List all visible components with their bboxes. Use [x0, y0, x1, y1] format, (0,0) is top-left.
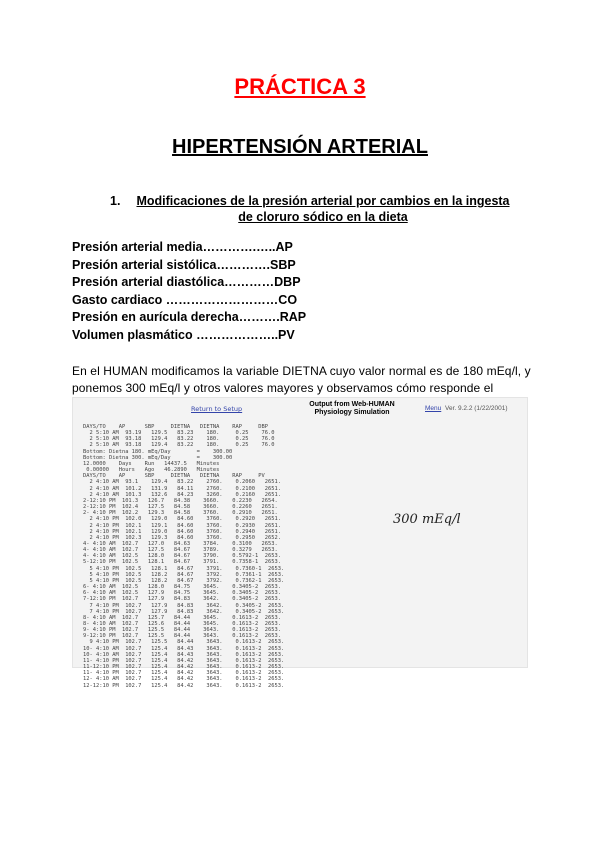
table-row: 2-12:10 PM 102.4 127.5 84.58 3660. 0.2260 2651. — [83, 504, 278, 511]
section-heading — [110, 193, 514, 225]
table-row: 7-12:10 PM 102.7 127.9 84.83 3642. 0.3405-2 2653. — [83, 596, 281, 603]
intro-paragraph: En el HUMAN modificamos la variable DIETNA cuyo valor normal es de 180 mEq/l, y ponemos 300 mEq/l y otros valores mayores y observamos cómo responde el — [72, 364, 531, 395]
return-to-setup-link: Return to Setup — [191, 405, 243, 413]
table-row: 2 5:10 AM 93.18 129.4 83.22 180. 0.25 76.0 — [83, 442, 275, 449]
table-row: 12- 4:10 AM 102.7 125.4 84.42 3643. 0.1613-2 2653. — [83, 676, 285, 683]
table-row: 0.00000 Hours Ago 46.2890 Minutes — [83, 467, 220, 474]
output-title: Output from Web-HUMAN Physiology Simulation — [309, 401, 395, 416]
simulation-output-table — [83, 424, 284, 689]
table-row: 7 4:10 PM 102.7 127.9 84.83 3642. 0.3405-2 2653. — [83, 602, 285, 609]
table-row: 9 4:10 PM 102.7 125.5 84.44 3643. 0.1613-2 2653. — [83, 639, 285, 646]
handwritten-note: 300 mEq/l — [393, 512, 461, 527]
table-row: 2 4:10 PM 102.3 129.3 84.60 3760. 0.2950 2652. — [83, 534, 281, 541]
table-row: 4- 4:10 AM 102.7 127.0 84.63 3784. 0.3100 2653. — [83, 540, 278, 547]
table-row: Bottom: Dietna 300. mEq/Day = 300.00 — [83, 454, 233, 461]
table-row: 5 4:10 PM 102.5 128.1 84.67 3791. 0.7360-1 2653. — [83, 565, 285, 572]
definition-dbp: Presión arterial diastólica…………DBP — [72, 275, 301, 289]
table-row: 11- 4:10 PM 102.7 125.4 84.42 3643. 0.1613-2 2653. — [83, 657, 285, 664]
table-row: 2 5:10 AM 93.18 129.4 83.22 180. 0.25 76.0 — [83, 436, 275, 443]
practice-title: PRÁCTICA 3 — [234, 74, 366, 99]
table-row: 2- 4:10 PM 102.2 129.3 84.58 3760. 0.2910 2651. — [83, 510, 278, 517]
table-row: 9-12:10 PM 102.7 125.5 84.44 3643. 0.1613-2 2653. — [83, 633, 281, 640]
definition-sbp: Presión arterial sistólica………….SBP — [72, 257, 296, 272]
definition-ap: Presión arterial media………….…..AP — [72, 240, 293, 254]
table-row: 2 4:10 PM 102.1 129.1 84.60 3760. 0.2930 2651. — [83, 522, 281, 529]
table-row: DAYS/TO AP SBP DIETNA DIETNA RAP DBP — [83, 424, 268, 430]
table-row: 11- 4:10 PM 102.7 125.4 84.42 3643. 0.1613-2 2653. — [83, 670, 285, 677]
table-row: 10- 4:10 AM 102.7 125.4 84.43 3643. 0.1613-2 2653. — [83, 651, 285, 658]
table-row: 4- 4:10 AM 102.5 128.0 84.67 3790. 0.5792-1 2653. — [83, 553, 281, 560]
table-row: 2 4:10 AM 101.2 131.9 84.11 2760. 0.2100 2651. — [83, 485, 281, 492]
table-row: 9- 4:10 PM 102.7 125.5 84.44 3643. 0.1613-2 2653. — [83, 627, 281, 634]
simulation-output-screenshot — [72, 397, 528, 689]
table-row: 4- 4:10 AM 102.7 127.5 84.67 3789. 0.3279 2653. — [83, 547, 278, 554]
table-row: Bottom: Dietna 180. mEq/Day = 300.00 — [83, 448, 233, 455]
table-row: 2 4:10 AM 101.3 132.6 84.23 3260. 0.2160 2651. — [83, 491, 281, 498]
version-label: Ver. 9.2.2 (1/22/2001) — [445, 405, 508, 412]
abbreviation-list — [72, 239, 306, 344]
table-row: 5 4:10 PM 102.5 128.2 84.67 3792. 0.7362-1 2653. — [83, 577, 285, 584]
table-row: 10- 4:10 AM 102.7 125.4 84.43 3643. 0.1613-2 2653. — [83, 645, 285, 652]
table-row: 2 4:10 AM 93.1 129.4 83.22 2760. 0.2060 2651. — [83, 479, 281, 486]
table-row: 12.0000 Days Run 14437.5 Minutes — [83, 460, 220, 467]
simulation-output-header — [73, 400, 527, 420]
table-row: 6- 4:10 AM 102.5 127.9 84.75 3645. 0.3405-2 2653. — [83, 590, 281, 597]
table-row: 11-12:10 PM 102.7 125.4 84.42 3643. 0.1613-2 2653. — [83, 664, 285, 671]
table-row: DAYS/TO AP SBP DIETNA DIETNA RAP PV — [83, 473, 265, 480]
table-row: 2 4:10 PM 102.1 129.0 84.60 3760. 0.2940 2651. — [83, 528, 281, 535]
table-row: 8- 4:10 AM 102.7 125.6 84.44 3645. 0.1613-2 2653. — [83, 621, 281, 627]
menu-link: Menu — [425, 405, 442, 412]
table-row: 8- 4:10 AM 102.7 125.7 84.44 3645. 0.1613-2 2653. — [83, 614, 281, 621]
definition-rap: Presión en aurícula derecha……….RAP — [72, 310, 307, 324]
table-row: 12-12:10 PM 102.7 125.4 84.42 3643. 0.1613-2 2653. — [83, 682, 285, 689]
table-row: 5 4:10 PM 102.5 128.2 84.67 3792. 0.7361-1 2653. — [83, 571, 285, 578]
topic-title: HIPERTENSIÓN ARTERIAL — [172, 136, 428, 158]
table-row: 2 5:10 AM 93.19 129.5 83.23 180. 0.25 76.0 — [83, 430, 275, 437]
definition-co: Gasto cardiaco ………………………CO — [72, 292, 298, 307]
definition-pv: Volumen plasmático ………………..PV — [72, 327, 295, 342]
table-row: 2 4:10 PM 102.0 129.0 84.60 3760. 0.2920 2651. — [83, 516, 281, 523]
table-row: 5-12:10 PM 102.5 128.1 84.67 3791. 0.7358-1 2653. — [83, 559, 281, 566]
section-title: Modificaciones de la presión arterial por cambios en la ingesta de cloruro sódico en la dieta — [136, 194, 510, 224]
table-row: 2-12:10 PM 101.3 126.7 84.38 3660. 0.2230 2654. — [83, 497, 278, 504]
section-number: 1. — [110, 194, 121, 208]
table-row: 6- 4:10 AM 102.5 128.0 84.75 3645. 0.3405-2 2653. — [83, 584, 281, 591]
table-row: 7 4:10 PM 102.7 127.9 84.83 3642. 0.3405-2 2653. — [83, 608, 285, 615]
